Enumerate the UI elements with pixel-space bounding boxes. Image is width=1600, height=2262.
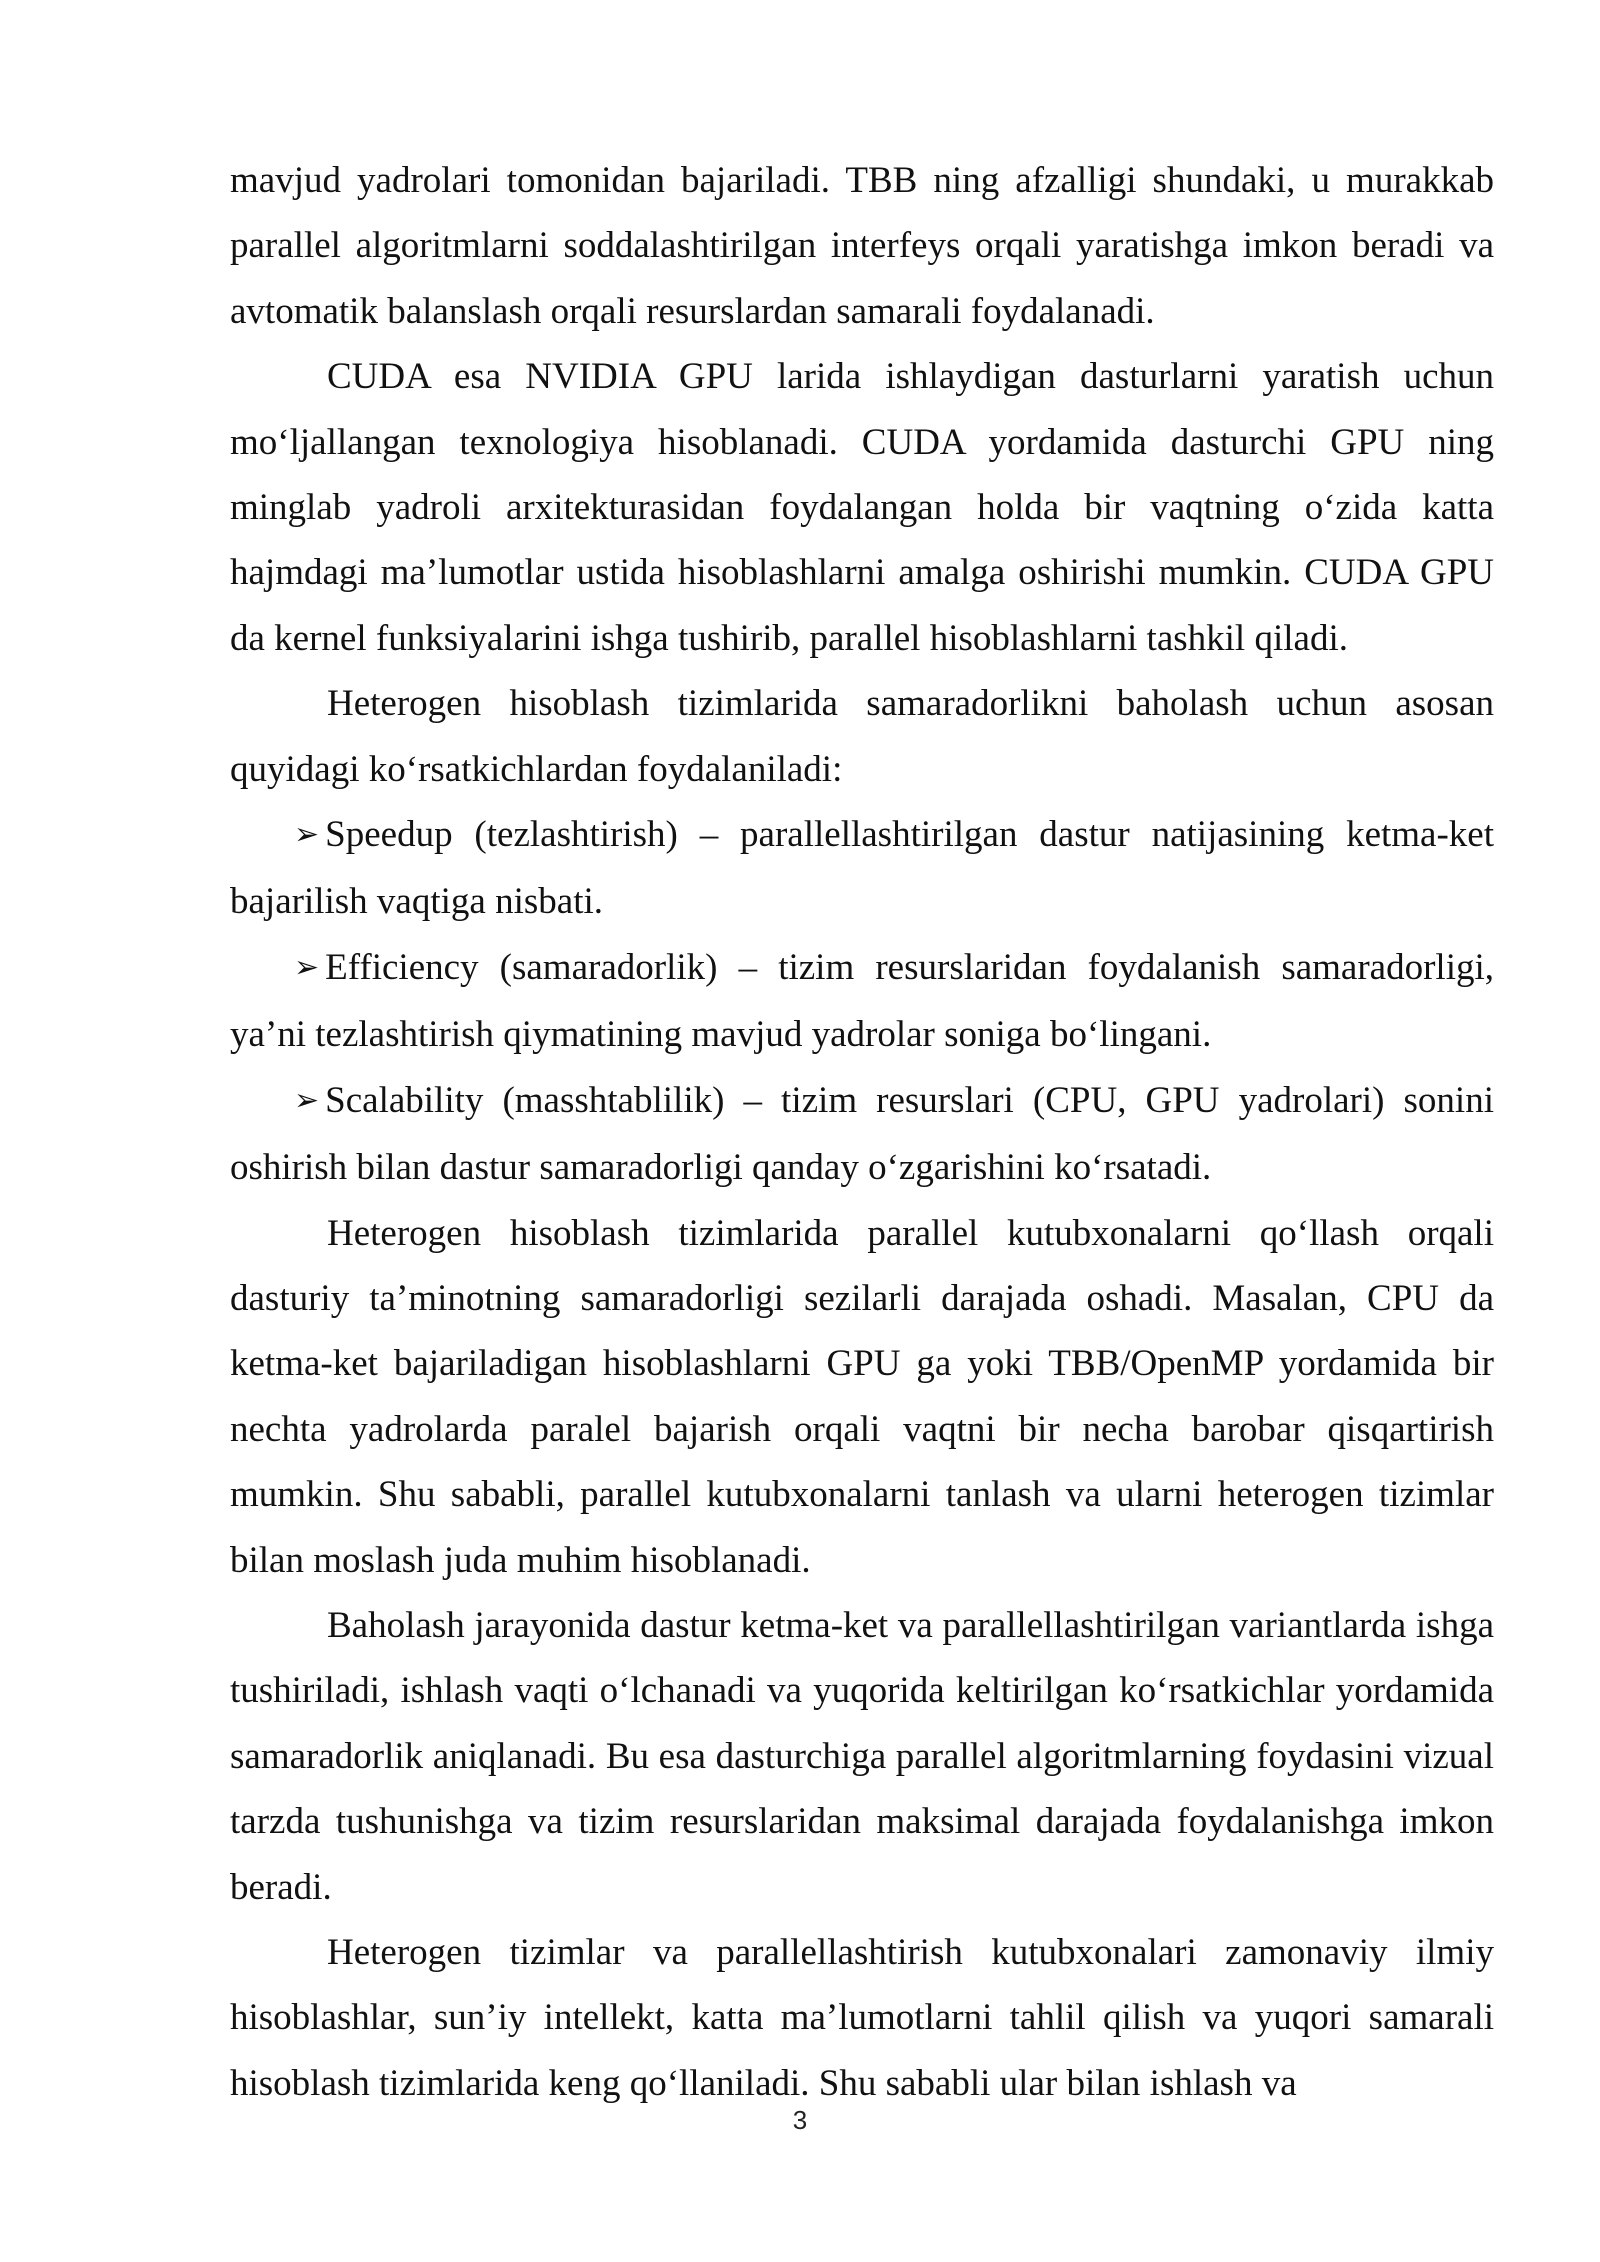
page-number: 3	[792, 2105, 808, 2135]
paragraph-applications: Heterogen tizimlar va parallellashtirish kutubxonalari zamonaviy ilmiy hisoblashlar, sun’iy intellekt, katta ma’lumotlarni tahlil qilish va yuqori samarali hisoblash tizimlarida keng qo‘llaniladi. Shu sababli ular bilan ishlash va	[230, 1931, 1494, 2104]
document-page	[230, 148, 1494, 2116]
arrowhead-bullet-icon: ➢	[294, 1082, 320, 1118]
list-item-text: Efficiency (samaradorlik) – tizim resurslaridan foydalanish samaradorligi, ya’ni tezlashtirish qiymatining mavjud yadrolar soniga bo‘lingani.	[230, 946, 1494, 1056]
paragraph-parallel-libraries: Heterogen hisoblash tizimlarida parallel kutubxonalarni qo‘llash orqali dasturiy ta’minotning samaradorligi sezilarli darajada oshadi. Masalan, CPU da ketma-ket bajariladigan hisoblashlarni GPU ga yoki TBB/OpenMP yordamida bir nechta yadrolarda paralel bajarish orqali vaqtni bir necha barobar qisqartirish mumkin. Shu sababli, parallel kutubxonalarni tanlash va ularni heterogen tizimlar bilan moslash juda muhim hisoblanadi.	[230, 1212, 1494, 1581]
paragraph-metrics-intro: Heterogen hisoblash tizimlarida samaradorlikni baholash uchun asosan quyidagi ko‘rsatkichlardan foydalaniladi:	[230, 683, 1494, 790]
arrowhead-bullet-icon: ➢	[294, 949, 320, 985]
arrowhead-bullet-icon: ➢	[294, 817, 320, 853]
paragraph-continuation: mavjud yadrolari tomonidan bajariladi. TBB ning afzalligi shundaki, u murakkab parallel algoritmlarni soddalashtirilgan interfeys orqali yaratishga imkon beradi va avtomatik balanslash orqali resurslardan samarali foydalanadi.	[230, 160, 1494, 332]
list-item-efficiency	[230, 935, 1494, 1068]
list-item-speedup	[230, 802, 1494, 935]
list-item-text: Speedup (tezlashtirish) – parallellashtirilgan dastur natijasining ketma-ket bajarilish vaqtiga nisbati.	[230, 814, 1494, 923]
paragraph-cuda: CUDA esa NVIDIA GPU larida ishlaydigan dasturlarni yaratish uchun mo‘ljallangan texnologiya hisoblanadi. CUDA yordamida dasturchi GPU ning minglab yadroli arxitekturasidan foydalangan holda bir vaqtning o‘zida katta hajmdagi ma’lumotlar ustida hisoblashlarni amalga oshirishi mumkin. CUDA GPU da kernel funksiyalarini ishga tushirib, parallel hisoblashlarni tashkil qiladi.	[230, 356, 1494, 659]
list-item-text: Scalability (masshtablilik) – tizim resurslari (CPU, GPU yadrolari) sonini oshirish bilan dastur samaradorligi qanday o‘zgarishini ko‘rsatadi.	[230, 1079, 1494, 1189]
list-item-scalability	[230, 1068, 1494, 1201]
paragraph-evaluation: Baholash jarayonida dastur ketma-ket va parallellashtirilgan variantlarda ishga tushiriladi, ishlash vaqti o‘lchanadi va yuqorida keltirilgan ko‘rsatkichlar yordamida samaradorlik aniqlanadi. Bu esa dasturchiga parallel algoritmlarning foydasini vizual tarzda tushunishga va tizim resurslaridan maksimal darajada foydalanishga imkon beradi.	[230, 1604, 1494, 1908]
